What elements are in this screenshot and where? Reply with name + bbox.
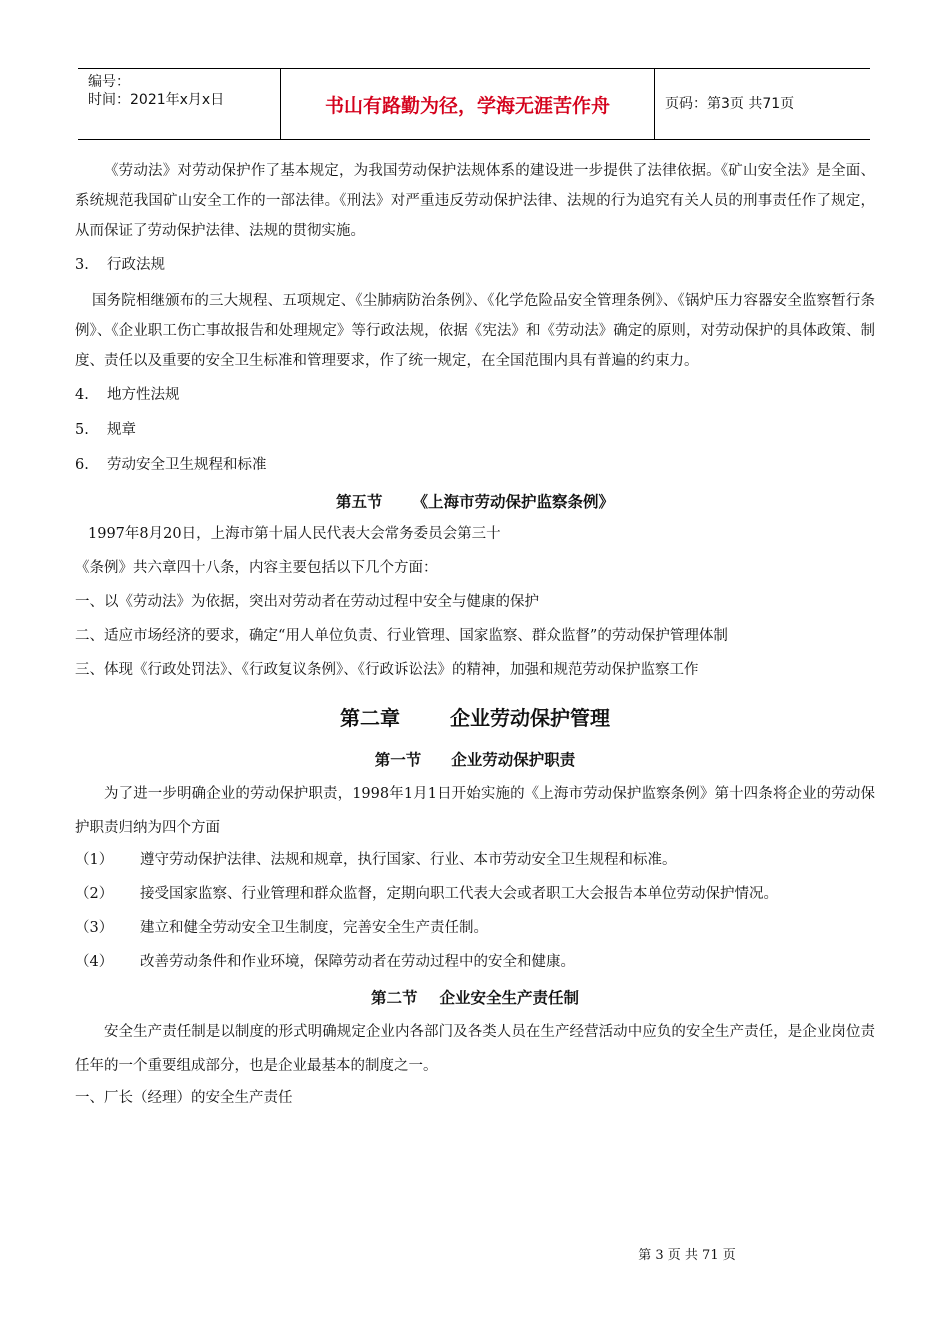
list-item-number: 5. xyxy=(75,422,89,438)
list-item xyxy=(75,415,875,450)
paragraph-labor-law: 《劳动法》对劳动保护作了基本规定，为我国劳动保护法规体系的建设进一步提供了法律依据。《矿山安全法》是全面、系统规范我国矿山安全工作的一部法律。《刑法》对严重违反劳动保护法律、法规的行为追究有关人员的刑事责任作了规定，从而保证了劳动保护法律、法规的贯彻实施。 xyxy=(75,163,875,239)
date-label: 时间：2021年x月x日 xyxy=(88,92,225,108)
serial-label: 编号： xyxy=(88,74,130,90)
duty-item-number: （1） xyxy=(75,852,114,868)
section-number: 第五节 xyxy=(335,493,383,511)
duty-item xyxy=(75,913,875,947)
paragraph-regulation-summary: 《条例》共六章四十八条，内容主要包括以下几个方面： xyxy=(75,560,438,576)
list-item-text: 地方性法规 xyxy=(107,387,180,403)
paragraph-enterprise-duties: 为了进一步明确企业的劳动保护职责，1998年1月1日开始实施的《上海市劳动保护监察条例》第十四条将企业的劳动保护职责归纳为四个方面 xyxy=(75,786,875,836)
duty-item-text: 遵守劳动保护法律、法规和规章，执行国家、行业、本市劳动安全卫生规程和标准。 xyxy=(140,852,677,868)
document-header xyxy=(78,68,870,140)
duty-item-text: 接受国家监察、行业管理和群众监督，定期向职工代表大会或者职工大会报告本单位劳动保护情况。 xyxy=(140,886,778,902)
paragraph-adoption-date: 1997年8月20日，上海市第十届人民代表大会常务委员会第三十 xyxy=(88,526,501,542)
header-page-cell xyxy=(655,69,870,139)
duty-item-number: （2） xyxy=(75,886,114,902)
chapter-title: 企业劳动保护管理 xyxy=(450,706,610,730)
duty-item xyxy=(75,879,875,913)
duty-item xyxy=(75,947,875,981)
section-title: 企业安全生产责任制 xyxy=(439,989,580,1007)
chapter-heading-2 xyxy=(75,693,875,743)
section-title: 《上海市劳动保护监察条例》 xyxy=(412,493,615,511)
responsibility-line-1: 一、厂长（经理）的安全生产责任 xyxy=(75,1090,293,1106)
aspect-line-2: 二、适应市场经济的要求，确定“用人单位负责、行业管理、国家监察、群众监督”的劳动保护管理体制 xyxy=(75,628,728,644)
duty-item xyxy=(75,845,875,879)
chapter-number: 第二章 xyxy=(340,706,400,730)
header-motto-cell xyxy=(281,69,655,139)
list-item xyxy=(75,250,875,280)
section-heading-5 xyxy=(75,485,875,519)
motto: 书山有路勤为径，学海无涯苦作舟 xyxy=(324,95,610,117)
duty-item-number: （3） xyxy=(75,920,114,936)
duty-item-text: 建立和健全劳动安全卫生制度，完善安全生产责任制。 xyxy=(140,920,488,936)
list-item-number: 6. xyxy=(75,457,89,473)
header-meta-cell xyxy=(78,69,281,139)
section-heading-2 xyxy=(75,981,875,1015)
paragraph-safety-responsibility: 安全生产责任制是以制度的形式明确规定企业内各部门及各类人员在生产经营活动中应负的安全生产责任，是企业岗位责任年的一个重要组成部分，也是企业最基本的制度之一。 xyxy=(75,1024,875,1074)
duty-item-number: （4） xyxy=(75,954,114,970)
section-title: 企业劳动保护职责 xyxy=(451,751,576,769)
page-label: 页码：第3页 共71页 xyxy=(665,96,795,112)
list-item xyxy=(75,380,875,415)
page-footer-text: 第 3 页 共 71 页 xyxy=(638,1248,736,1263)
list-item-number: 3. xyxy=(75,257,89,273)
list-item-number: 4. xyxy=(75,387,89,403)
list-item-text: 劳动安全卫生规程和标准 xyxy=(107,457,267,473)
list-item xyxy=(75,450,875,485)
list-item-text: 行政法规 xyxy=(107,257,165,273)
paragraph-admin-regulations: 国务院相继颁布的三大规程、五项规定、《尘肺病防治条例》、《化学危险品安全管理条例》、《锅炉压力容器安全监察暂行条例》、《企业职工伤亡事故报告和处理规定》等行政法规，依据《宪法》和《劳动法》确定的原则，对劳动保护的具体政策、制度、责任以及重要的安全卫生标准和管理要求，作了统一规定，在全国范围内具有普遍的约束力。 xyxy=(75,293,875,369)
aspect-line-1: 一、以《劳动法》为依据，突出对劳动者在劳动过程中安全与健康的保护 xyxy=(75,594,539,610)
section-number: 第一节 xyxy=(374,751,422,769)
page-footer xyxy=(0,1244,950,1263)
document-body xyxy=(75,150,875,1117)
section-heading-1 xyxy=(75,743,875,777)
aspect-line-3: 三、体现《行政处罚法》、《行政复议条例》、《行政诉讼法》的精神，加强和规范劳动保护监察工作 xyxy=(75,662,699,678)
list-item-text: 规章 xyxy=(107,422,136,438)
section-number: 第二节 xyxy=(370,989,418,1007)
duty-item-text: 改善劳动条件和作业环境，保障劳动者在劳动过程中的安全和健康。 xyxy=(140,954,575,970)
